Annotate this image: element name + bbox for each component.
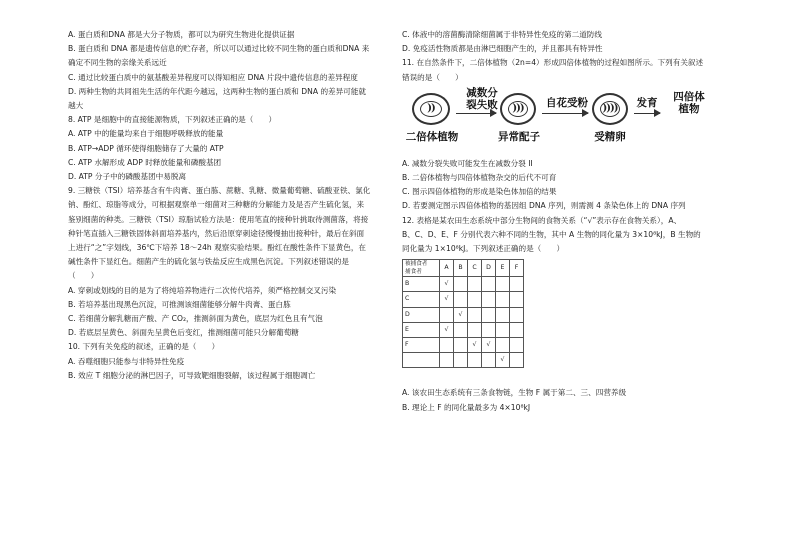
- table-cell: √: [496, 353, 510, 368]
- column-header: C: [468, 260, 482, 277]
- table-cell: [482, 277, 496, 292]
- row-label: E: [403, 322, 440, 337]
- table-cell: [468, 292, 482, 307]
- table-cell: [454, 353, 468, 368]
- table-cell: [510, 277, 524, 292]
- option-11c: C. 图示四倍体植物的形成是染色体加倍的结果: [402, 187, 557, 197]
- gamete-cell-icon: [500, 93, 536, 125]
- table-row: [403, 353, 524, 368]
- question-11: 11. 在自然条件下，二倍体植物（2n=4）形成四倍体植物的过程如图所示。下列有关叙述: [402, 58, 704, 68]
- table-cell: [482, 292, 496, 307]
- table-row: [403, 292, 524, 307]
- tetraploid-label: 四倍体 植物: [673, 90, 705, 115]
- meiosis-fail-label: 减数分 裂失败: [466, 86, 498, 111]
- table-row: [403, 307, 524, 322]
- row-label: F: [403, 338, 440, 353]
- text-line: B. 蛋白质和 DNA 都是遗传信息的贮存者，所以可以通过比较不同生物的蛋白质和DNA 来: [68, 44, 370, 54]
- option-12b: B. 理论上 F 的同化量最多为 4×10⁸kJ: [402, 402, 531, 412]
- table-cell: [496, 277, 510, 292]
- text-line: （ ）: [68, 271, 99, 281]
- column-header: F: [510, 260, 524, 277]
- row-label: B: [403, 277, 440, 292]
- column-header: B: [454, 260, 468, 277]
- table-cell: √: [468, 338, 482, 353]
- text-line: 上进行“之”字划线，36℃下培养 18～24h 观察实验结果。酚红在酸性条件下显黄色，在: [68, 243, 367, 253]
- arrow-icon: [542, 113, 588, 114]
- table-cell: √: [454, 307, 468, 322]
- table-cell: [496, 322, 510, 337]
- table-cell: [510, 353, 524, 368]
- option-12a: A. 该农田生态系统有三条食物链，生物 F 属于第二、三、四营养级: [402, 388, 627, 398]
- text-line: 钠、酚红、琼脂等成分，可根据观察单一细菌对三种糖的分解能力及是否产生硫化氢，来: [68, 200, 365, 210]
- diploid-label: 二倍体植物: [405, 130, 459, 143]
- self-pollination-label: 自花受粉: [546, 96, 588, 109]
- arrow-icon: [456, 113, 496, 114]
- option-9d: D. 若底层呈黄色、斜面先呈黄色后变红，推测细菌可能只分解葡萄糖: [68, 328, 299, 338]
- option-8b: B. ATP→ADP 循环使得细胞储存了大量的 ATP: [68, 143, 224, 153]
- zygote-cell-icon: [592, 93, 628, 125]
- chromosome-glyph: )): [420, 101, 442, 117]
- table-row: [403, 277, 524, 292]
- table-cell: [510, 322, 524, 337]
- table-cell: [440, 353, 454, 368]
- option-11d: D. 若要测定图示四倍体植物的基因组 DNA 序列，则需测 4 条染色体上的 DNA 序列: [402, 201, 686, 211]
- text-line: B、C、D、E、F 分别代表六种不同的生物，其中 A 生物的同化量为 3×10⁸kJ，B 生物的: [402, 229, 701, 239]
- table-cell: [440, 307, 454, 322]
- right-column: [402, 28, 728, 415]
- row-label: C: [403, 292, 440, 307]
- question-12: 12. 表格是某农田生态系统中部分生物间的食物关系（“√”表示存在食物关系），A、: [402, 215, 682, 225]
- question-8: 8. ATP 是细胞中的直接能源物质，下列叙述正确的是（ ）: [68, 115, 277, 125]
- table-cell: [482, 353, 496, 368]
- question-10: 10. 下列有关免疫的叙述，正确的是（ ）: [68, 342, 220, 352]
- text-line: 错误的是（ ）: [402, 72, 463, 82]
- table-cell: [454, 277, 468, 292]
- table-cell: √: [482, 338, 496, 353]
- develop-label: 发育: [636, 96, 658, 109]
- text-line: 碱性条件下显红色。细菌产生的硫化氢与铁盐反应生成黑色沉淀。下列叙述错误的是: [68, 257, 349, 267]
- table-cell: [496, 292, 510, 307]
- table-cell: [454, 338, 468, 353]
- table-cell: [482, 322, 496, 337]
- table-cell: [468, 353, 482, 368]
- table-cell: [482, 307, 496, 322]
- chromosome-glyph: ))): [508, 101, 528, 117]
- table-cell: [440, 338, 454, 353]
- table-row: [403, 338, 524, 353]
- text-line: 种针笔直插入三糖铁固体斜面培养基内，然后沿原穿刺途径慢慢抽出接种针，最后在斜面: [68, 228, 365, 238]
- text-line: 越大: [68, 101, 84, 111]
- option-10b: B. 效应 T 细胞分泌的淋巴因子，可导致靶细胞裂解，该过程属于细胞凋亡: [68, 370, 316, 380]
- table-cell: [510, 292, 524, 307]
- text-line: 鉴别细菌的种类。三糖铁（TSI）琼脂试验方法是：使用笔直的接种针挑取待测菌落，将接: [68, 214, 369, 224]
- option-9c: C. 若细菌分解乳糖而产酸、产 CO₂，推测斜面为黄色，底层为红色且有气泡: [68, 314, 323, 324]
- tetraploid-formation-diagram: [402, 87, 728, 153]
- table-row: [403, 322, 524, 337]
- option-8c: C. ATP 水解形成 ADP 时释放能量和磷酸基团: [68, 157, 222, 167]
- option-9b: B. 若培养基出现黑色沉淀，可推测该细菌能够分解牛肉膏、蛋白胨: [68, 299, 291, 309]
- table-cell: [496, 338, 510, 353]
- row-label: [403, 353, 440, 368]
- text-line: D. 两种生物的共同祖先生活的年代距今越远，这两种生物的蛋白质和 DNA 的差异可能就: [68, 86, 367, 96]
- zygote-label: 受精卵: [594, 130, 626, 143]
- table-cell: [454, 292, 468, 307]
- text-line: 同化量为 1×10⁸kJ。下列叙述正确的是（ ）: [402, 244, 565, 254]
- chromosome-glyph: )))): [600, 101, 620, 117]
- table-cell: √: [440, 277, 454, 292]
- table-cell: [468, 277, 482, 292]
- option-8a: A. ATP 中的能量均来自于细胞呼吸释放的能量: [68, 129, 224, 139]
- option-8d: D. ATP 分子中的磷酸基团中易脱离: [68, 172, 187, 182]
- row-label: D: [403, 307, 440, 322]
- table-cell: [510, 307, 524, 322]
- table-cell: [510, 338, 524, 353]
- option-10d: D. 免疫活性物质都是由淋巴细胞产生的，并且都具有特异性: [402, 44, 603, 54]
- table-cell: [468, 322, 482, 337]
- option-10a: A. 吞噬细胞只能参与非特异性免疫: [68, 356, 185, 366]
- table-corner-cell: 被捕食者 捕食者: [403, 260, 440, 277]
- text-line: 确定不同生物的亲缘关系远近: [68, 58, 167, 68]
- table-cell: [454, 322, 468, 337]
- arrow-icon: [634, 113, 660, 114]
- table-cell: √: [440, 322, 454, 337]
- question-9: 9. 三糖铁（TSI）培养基含有牛肉膏、蛋白胨、蔗糖、乳糖、微量葡萄糖、硫酸亚铁、氯化: [68, 186, 371, 196]
- table-cell: [496, 307, 510, 322]
- column-header: E: [496, 260, 510, 277]
- table-cell: √: [440, 292, 454, 307]
- column-header: D: [482, 260, 496, 277]
- diploid-cell-icon: [412, 93, 450, 125]
- option-11a: A. 减数分裂失败可能发生在减数分裂 II: [402, 158, 533, 168]
- text-line: A. 蛋白质和DNA 都是大分子物质，都可以为研究生物进化提供证据: [68, 30, 295, 39]
- text-line: C. 通过比较蛋白质中的氨基酸差异程度可以得知相应 DNA 片段中遗传信息的差异程度: [68, 72, 358, 82]
- gamete-label: 异常配子: [498, 130, 540, 143]
- option-10c: C. 体液中的溶菌酶清除细菌属于非特异性免疫的第二道防线: [402, 30, 602, 39]
- column-header: A: [440, 260, 454, 277]
- table-header-row: [403, 260, 524, 277]
- food-relation-table: [402, 259, 524, 368]
- option-11b: B. 二倍体植物与四倍体植物杂交的后代不可育: [402, 173, 557, 183]
- left-column: [68, 28, 384, 383]
- option-9a: A. 穿刺或划线的目的是为了将纯培养物进行二次传代培养，须严格控制交叉污染: [68, 285, 337, 295]
- table-cell: [468, 307, 482, 322]
